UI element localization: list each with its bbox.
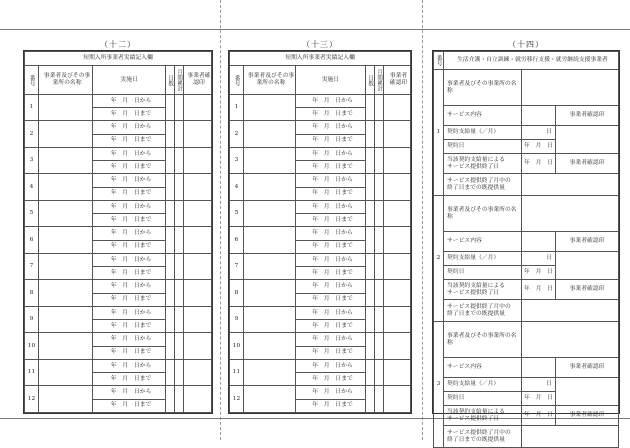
contract-field[interactable]: 日: [522, 126, 556, 140]
col-number: 番号: [434, 52, 444, 70]
period-to-field[interactable]: 年 月 日まで: [93, 214, 166, 227]
provided-amount-label: [444, 426, 522, 448]
period-to-field[interactable]: 年 月 日まで: [296, 346, 366, 359]
period-to-field[interactable]: 年 月 日まで: [93, 187, 166, 200]
end-date-field[interactable]: 年 月 日: [522, 154, 556, 174]
end-date-label: [444, 154, 522, 174]
provided-amount-label: [444, 300, 522, 322]
form-panel-14: [432, 50, 620, 443]
confirm-seal-cell[interactable]: [384, 94, 411, 121]
confirm-seal-cell[interactable]: [384, 200, 411, 227]
days-cell[interactable]: [366, 227, 375, 254]
contract-label: 契約支給量（／月）: [444, 252, 522, 266]
period-from-field[interactable]: 年 月 日から: [93, 174, 166, 187]
row-number: 11: [230, 359, 244, 386]
days-cell[interactable]: [366, 306, 375, 333]
period-from-field[interactable]: 年 月 日から: [296, 200, 366, 213]
days-cell[interactable]: [166, 333, 175, 360]
monthly-total-cell[interactable]: [375, 200, 384, 227]
col-provider: 事業者及びその事業所の名称: [39, 66, 93, 95]
confirm-seal-cell[interactable]: [384, 333, 411, 360]
contract-date-label: 契約日: [444, 266, 522, 280]
top-edge-line: [0, 29, 630, 30]
end-date-label-line1: 当該契約支給量による: [447, 282, 505, 289]
monthly-total-cell[interactable]: [375, 253, 384, 280]
row-number: 1: [434, 70, 444, 196]
period-from-field[interactable]: 年 月 日から: [93, 227, 166, 240]
period-to-field[interactable]: 年 月 日まで: [296, 240, 366, 253]
period-to-field[interactable]: 年 月 日まで: [296, 187, 366, 200]
fold-line-left: [220, 0, 221, 440]
provider-cell[interactable]: [244, 253, 296, 280]
col-number: 番号: [230, 66, 244, 95]
provider-label: 事業者及びその事業所の名称: [444, 196, 522, 232]
form-panel-13: [228, 50, 412, 414]
col-confirm: 事業者確認印: [184, 66, 212, 95]
monthly-total-cell[interactable]: [375, 94, 384, 121]
provider-cell[interactable]: [244, 280, 296, 307]
confirm-seal-cell[interactable]: [184, 227, 212, 254]
monthly-total-cell[interactable]: [175, 333, 184, 360]
period-to-field[interactable]: 年 月 日まで: [296, 320, 366, 333]
row-number: 7: [25, 253, 39, 280]
col-monthly-total: 月間累計: [375, 66, 384, 95]
confirm-seal-cell[interactable]: [384, 359, 411, 386]
days-cell[interactable]: [366, 359, 375, 386]
days-cell[interactable]: [166, 200, 175, 227]
monthly-total-cell[interactable]: [375, 121, 384, 148]
provided-amount-label-line2: 終了日までの既提供量: [447, 310, 505, 317]
period-to-field[interactable]: 年 月 日まで: [296, 399, 366, 412]
days-cell[interactable]: [166, 174, 175, 201]
period-from-field[interactable]: 年 月 日から: [93, 253, 166, 266]
period-to-field[interactable]: 年 月 日まで: [296, 373, 366, 386]
period-to-field[interactable]: 年 月 日まで: [296, 214, 366, 227]
provided-amount-label-line1: サービス提供終了月中の: [447, 303, 511, 310]
confirm-label: 事業者確認印: [556, 280, 619, 300]
confirm-seal-cell[interactable]: [556, 126, 619, 154]
provider-cell[interactable]: [244, 174, 296, 201]
provider-cell[interactable]: [39, 147, 93, 174]
period-from-field[interactable]: 年 月 日から: [93, 386, 166, 399]
monthly-total-cell[interactable]: [375, 386, 384, 413]
provider-cell[interactable]: [39, 227, 93, 254]
end-date-field[interactable]: 年 月 日: [522, 280, 556, 300]
days-cell[interactable]: [166, 280, 175, 307]
period-to-field[interactable]: 年 月 日まで: [93, 293, 166, 306]
days-cell[interactable]: [366, 333, 375, 360]
row-number: 6: [25, 227, 39, 254]
row-number: 3: [25, 147, 39, 174]
period-from-field[interactable]: 年 月 日から: [296, 94, 366, 107]
panel-title-14: （十四）: [508, 40, 544, 49]
contract-label: 契約支給量（／月）: [444, 378, 522, 392]
provider-cell[interactable]: [39, 174, 93, 201]
monthly-total-cell[interactable]: [175, 227, 184, 254]
col-number: 番号: [25, 66, 39, 95]
period-to-field[interactable]: 年 月 日まで: [93, 320, 166, 333]
provider-cell[interactable]: [244, 94, 296, 121]
provider-cell[interactable]: [244, 333, 296, 360]
period-from-field[interactable]: 年 月 日から: [93, 280, 166, 293]
row-number: 7: [230, 253, 244, 280]
provider-cell[interactable]: [244, 359, 296, 386]
monthly-total-cell[interactable]: [375, 333, 384, 360]
provider-cell[interactable]: [39, 386, 93, 413]
period-from-field[interactable]: 年 月 日から: [296, 386, 366, 399]
confirm-seal-cell[interactable]: [384, 386, 411, 413]
monthly-total-cell[interactable]: [175, 306, 184, 333]
row-number: 6: [230, 227, 244, 254]
provider-cell[interactable]: [522, 196, 619, 232]
row-number: 8: [230, 280, 244, 307]
provider-cell[interactable]: [39, 280, 93, 307]
provider-cell[interactable]: [522, 70, 619, 106]
monthly-total-cell[interactable]: [375, 174, 384, 201]
service-cell[interactable]: [522, 232, 556, 252]
provider-cell[interactable]: [244, 121, 296, 148]
provider-cell[interactable]: [39, 253, 93, 280]
col-days: 日数: [366, 66, 375, 95]
provider-label: 事業者及びその事業所の名称: [444, 322, 522, 358]
row-number: 2: [434, 196, 444, 322]
monthly-total-cell[interactable]: [375, 227, 384, 254]
confirm-seal-cell[interactable]: [384, 253, 411, 280]
service-cell[interactable]: [522, 106, 556, 126]
col-confirm: 事業者確認印: [384, 66, 411, 95]
period-to-field[interactable]: 年 月 日まで: [296, 267, 366, 280]
service-label: サービス内容: [444, 232, 522, 252]
confirm-seal-cell[interactable]: [184, 386, 212, 413]
monthly-total-cell[interactable]: [175, 280, 184, 307]
days-cell[interactable]: [166, 121, 175, 148]
confirm-seal-cell[interactable]: [184, 306, 212, 333]
period-to-field[interactable]: 年 月 日まで: [296, 293, 366, 306]
end-date-label-line1: 当該契約支給量による: [447, 408, 505, 415]
row-number: 9: [25, 306, 39, 333]
monthly-total-cell[interactable]: [175, 174, 184, 201]
confirm-seal-cell[interactable]: [384, 306, 411, 333]
provider-cell[interactable]: [39, 333, 93, 360]
period-to-field[interactable]: 年 月 日まで: [93, 346, 166, 359]
monthly-total-cell[interactable]: [175, 386, 184, 413]
period-to-field[interactable]: 年 月 日まで: [93, 108, 166, 121]
period-from-field[interactable]: 年 月 日から: [93, 94, 166, 107]
contract-date-field[interactable]: 年 月 日: [522, 392, 556, 406]
monthly-total-cell[interactable]: [375, 280, 384, 307]
monthly-total-cell[interactable]: [375, 147, 384, 174]
record-table-12: [24, 51, 212, 413]
contract-date-field[interactable]: 年 月 日: [522, 266, 556, 280]
period-from-field[interactable]: 年 月 日から: [93, 359, 166, 372]
row-number: 9: [230, 306, 244, 333]
provider-cell[interactable]: [39, 359, 93, 386]
row-number: 2: [25, 121, 39, 148]
confirm-seal-cell[interactable]: [384, 121, 411, 148]
confirm-seal-cell[interactable]: [184, 174, 212, 201]
days-cell[interactable]: [166, 306, 175, 333]
confirm-seal-cell[interactable]: [184, 121, 212, 148]
provided-amount-label-line2: 終了日までの既提供量: [447, 184, 505, 191]
monthly-total-cell[interactable]: [375, 306, 384, 333]
panel-title-12: （十二）: [100, 40, 136, 49]
row-number: 2: [230, 121, 244, 148]
row-number: 1: [25, 94, 39, 121]
service-label: サービス内容: [444, 358, 522, 378]
row-number: 1: [230, 94, 244, 121]
service-cell[interactable]: [522, 358, 556, 378]
confirm-label: 事業者確認印: [556, 232, 619, 252]
end-date-label-line2: サービス提供終了日: [447, 289, 500, 296]
confirm-seal-cell[interactable]: [556, 252, 619, 280]
days-cell[interactable]: [166, 147, 175, 174]
days-cell[interactable]: [166, 227, 175, 254]
period-to-field[interactable]: 年 月 日まで: [93, 161, 166, 174]
section-header: 短期入所事業者実績記入欄: [25, 52, 212, 66]
provided-amount-label-line1: サービス提供終了月中の: [447, 177, 511, 184]
end-date-label-line2: サービス提供終了日: [447, 415, 500, 422]
col-days: 日数: [166, 66, 175, 95]
period-to-field[interactable]: 年 月 日まで: [93, 240, 166, 253]
row-number: 4: [25, 174, 39, 201]
confirm-seal-cell[interactable]: [184, 253, 212, 280]
period-from-field[interactable]: 年 月 日から: [296, 306, 366, 319]
row-number: 12: [230, 386, 244, 413]
period-from-field[interactable]: 年 月 日から: [296, 333, 366, 346]
days-cell[interactable]: [366, 94, 375, 121]
contract-label: 契約支給量（／月）: [444, 126, 522, 140]
provider-cell[interactable]: [522, 322, 619, 358]
provider-cell[interactable]: [244, 386, 296, 413]
confirm-seal-cell[interactable]: [384, 280, 411, 307]
confirm-seal-cell[interactable]: [184, 359, 212, 386]
row-number: 10: [25, 333, 39, 360]
days-cell[interactable]: [366, 253, 375, 280]
days-cell[interactable]: [366, 280, 375, 307]
form-panel-12: [23, 50, 213, 414]
monthly-total-cell[interactable]: [375, 359, 384, 386]
contract-field[interactable]: 日: [522, 252, 556, 266]
confirm-seal-cell[interactable]: [184, 200, 212, 227]
col-provider: 事業者及びその事業所の名称: [244, 66, 296, 95]
service-label: サービス内容: [444, 106, 522, 126]
contract-date-label: 契約日: [444, 140, 522, 154]
days-cell[interactable]: [166, 253, 175, 280]
service-table-14: [433, 51, 619, 448]
provider-cell[interactable]: [39, 94, 93, 121]
confirm-seal-cell[interactable]: [184, 333, 212, 360]
fold-line-right: [422, 0, 423, 440]
monthly-total-cell[interactable]: [175, 94, 184, 121]
row-number: 8: [25, 280, 39, 307]
end-date-label: [444, 280, 522, 300]
confirm-seal-cell[interactable]: [184, 94, 212, 121]
row-number: 12: [25, 386, 39, 413]
provided-amount-cell[interactable]: [522, 426, 619, 448]
period-to-field[interactable]: 年 月 日まで: [296, 161, 366, 174]
provider-cell[interactable]: [39, 306, 93, 333]
contract-date-label: 契約日: [444, 392, 522, 406]
row-number: 10: [230, 333, 244, 360]
monthly-total-cell[interactable]: [175, 200, 184, 227]
confirm-seal-cell[interactable]: [384, 227, 411, 254]
section-header: 生活介護・自立訓練・就労移行支援・就労継続支援事業者: [444, 52, 619, 70]
period-to-field[interactable]: 年 月 日まで: [93, 373, 166, 386]
days-cell[interactable]: [166, 94, 175, 121]
provided-amount-cell[interactable]: [522, 174, 619, 196]
provider-label: 事業者及びその事業所の名称: [444, 70, 522, 106]
provider-cell[interactable]: [244, 147, 296, 174]
period-to-field[interactable]: 年 月 日まで: [93, 399, 166, 412]
period-from-field[interactable]: 年 月 日から: [296, 121, 366, 134]
provider-cell[interactable]: [244, 306, 296, 333]
period-from-field[interactable]: 年 月 日から: [296, 147, 366, 160]
period-to-field[interactable]: 年 月 日まで: [296, 108, 366, 121]
period-from-field[interactable]: 年 月 日から: [93, 200, 166, 213]
confirm-seal-cell[interactable]: [556, 378, 619, 406]
provided-amount-cell[interactable]: [522, 300, 619, 322]
period-to-field[interactable]: 年 月 日まで: [93, 134, 166, 147]
row-number: 11: [25, 359, 39, 386]
col-period: 実施日: [93, 66, 166, 95]
monthly-total-cell[interactable]: [175, 147, 184, 174]
confirm-label: 事業者確認印: [556, 154, 619, 174]
record-table-13: [229, 51, 411, 413]
confirm-label: 事業者確認印: [556, 406, 619, 426]
days-cell[interactable]: [366, 386, 375, 413]
monthly-total-cell[interactable]: [175, 359, 184, 386]
days-cell[interactable]: [366, 200, 375, 227]
end-date-label: [444, 406, 522, 426]
confirm-seal-cell[interactable]: [184, 147, 212, 174]
period-from-field[interactable]: 年 月 日から: [296, 227, 366, 240]
period-from-field[interactable]: 年 月 日から: [296, 280, 366, 293]
provided-amount-label-line1: サービス提供終了月中の: [447, 429, 511, 436]
row-number: 5: [230, 200, 244, 227]
col-period: 実施日: [296, 66, 366, 95]
period-from-field[interactable]: 年 月 日から: [296, 174, 366, 187]
period-from-field[interactable]: 年 月 日から: [296, 359, 366, 372]
panel-title-13: （十三）: [302, 40, 338, 49]
confirm-label: 事業者確認印: [556, 106, 619, 126]
period-from-field[interactable]: 年 月 日から: [93, 121, 166, 134]
row-number: 3: [434, 322, 444, 448]
provider-cell[interactable]: [244, 227, 296, 254]
row-number: 5: [25, 200, 39, 227]
monthly-total-cell[interactable]: [175, 121, 184, 148]
period-from-field[interactable]: 年 月 日から: [296, 253, 366, 266]
contract-field[interactable]: 日: [522, 378, 556, 392]
contract-date-field[interactable]: 年 月 日: [522, 140, 556, 154]
row-number: 4: [230, 174, 244, 201]
col-monthly-total: 月間累計: [175, 66, 184, 95]
period-to-field[interactable]: 年 月 日まで: [296, 134, 366, 147]
days-cell[interactable]: [366, 147, 375, 174]
confirm-seal-cell[interactable]: [384, 174, 411, 201]
period-from-field[interactable]: 年 月 日から: [93, 147, 166, 160]
confirm-seal-cell[interactable]: [384, 147, 411, 174]
provider-cell[interactable]: [39, 121, 93, 148]
provided-amount-label-line2: 終了日までの既提供量: [447, 436, 505, 443]
days-cell[interactable]: [366, 121, 375, 148]
days-cell[interactable]: [166, 386, 175, 413]
confirm-label: 事業者確認印: [556, 358, 619, 378]
monthly-total-cell[interactable]: [175, 253, 184, 280]
days-cell[interactable]: [166, 359, 175, 386]
confirm-seal-cell[interactable]: [184, 280, 212, 307]
end-date-field[interactable]: 年 月 日: [522, 406, 556, 426]
period-from-field[interactable]: 年 月 日から: [93, 333, 166, 346]
provider-cell[interactable]: [244, 200, 296, 227]
end-date-label-line2: サービス提供終了日: [447, 163, 500, 170]
row-number: 3: [230, 147, 244, 174]
days-cell[interactable]: [366, 174, 375, 201]
provided-amount-label: [444, 174, 522, 196]
period-from-field[interactable]: 年 月 日から: [93, 306, 166, 319]
provider-cell[interactable]: [39, 200, 93, 227]
period-to-field[interactable]: 年 月 日まで: [93, 267, 166, 280]
section-header: 短期入所事業者実績記入欄: [230, 52, 411, 66]
end-date-label-line1: 当該契約支給量による: [447, 156, 505, 163]
